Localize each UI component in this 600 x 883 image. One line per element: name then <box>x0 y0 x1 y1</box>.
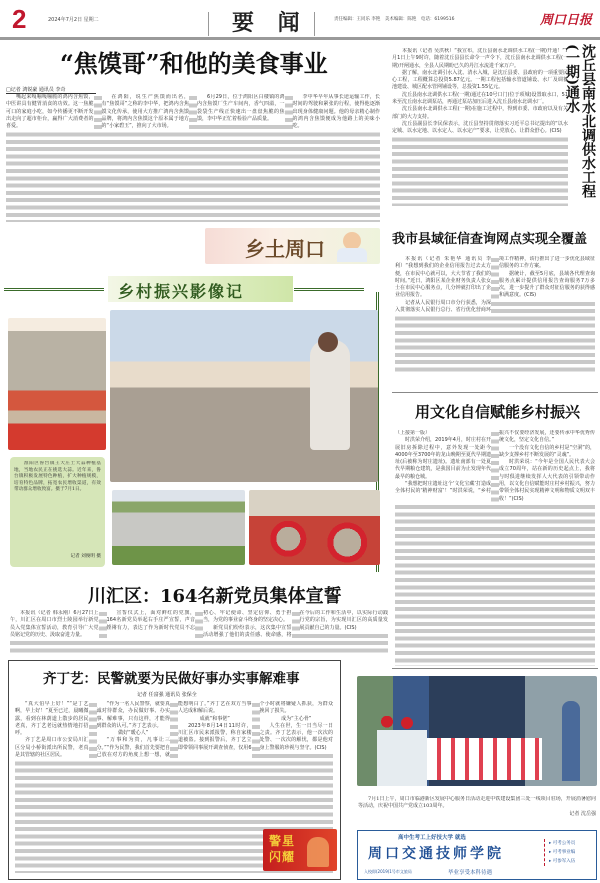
culture-article-title: 用文化自信赋能乡村振兴 <box>415 403 581 421</box>
main-article-byline: □记者 鸿锐豪 通讯员 李奇 <box>6 86 96 94</box>
xiangtu-zhoukou-banner: 乡土周口 <box>205 228 380 264</box>
section-title: 要 闻 <box>232 10 308 36</box>
ad-bullets: ▸ 可考公务员 ▸ 可考事业编 ▸ 可参军入伍 <box>544 839 594 866</box>
saluting-officer-icon <box>307 837 329 867</box>
divider <box>392 392 598 393</box>
divider <box>314 12 315 36</box>
gift-boxes <box>427 738 542 780</box>
photo-red-baskets <box>249 490 380 565</box>
main-article-body: 嘴起来嘎嘣嘎嘣脆的鸿内含焦馍，中医讲具有健胃消食的功效。这一焦脆可口的家庭小吃，如今传播更不断开发出走向了超市柜台，赢得广大消费者的喜爱。 在鸿阳，说生产焦馍而出名，有“焦馍哥”之称的李中华，把鸿内含焦馍文化传承，使用大方推广鸿内含焦馍品牌，将鸿内含焦馍这个原本属于地方的“小家碧玉”，推向了大市场。 6月29日，位于鸿阳区白楼镇的鸿内含焦馍厂生产车间内，香气四溢，一袋袋生产线正快速出一盘盘焦脆的焦馍，李中华正忙着检验产品质量。 李中华早年从事长途运输工作，长时间的驾驶和紧张的行程，使得他逐渐出现身体健康问题。他的母亲精心制作的鸿内含焦馍便成为他路上的美味小吃。 <box>6 94 380 222</box>
culture-article-body: （上接第一版） 时洪荣介绍，2019年4月，时庄村在开展旧房拆除过程中，意外发现一处距今4000年至3700年的龙山晚期至夏代早期遗址(后被称为时庄遗址)。遗址南部有一处夏代早期粮仓建筑，是我国目前为止发现年代最早的粮仓城。 “我想把时庄遗址这个‘文化宝藏’打造成全体村民的‘精神财富’！”时洪荣说，“乡村振兴不仅要经济发展，还要传承中华优秀传统文化，坚定文化自信。” 一个没有文化自信的乡村是“空洞”的，缺少支撑乡村不断发展的“灵魂”。 时洪荣说：“今年是全国人民代表大会成立70周年，站在新的历史起点上，我将与时俱进继续发挥人大代表的引领带动作用，以文化自信赋能时庄村乡村振兴，努力带领全体村民实现精神文明和物质文明双丰收！”(CIS) <box>395 430 595 666</box>
party-article-body: 本报讯（记者 韩永刚）6月27日上午，川汇区在周口市烈士陵园举行新党员入党集体宣誓活动，教育引导广大党员铭记党的历史、汲取奋进力量。 宣誓仪式上，面对鲜红的党旗，164名新党员举起右手庄严宣誓，声音铿锵有力，表达了作为新时代党员不忘初心、牢记使命、坚定信仰、勇于担当，为党的事业奋斗终身的坚定决心。 新党员们纷纷表示，这次集中宣誓活动增强了他们的责任感、使命感，将在今后的工作和生活中，以实际行动践行党的宗旨，为实现川汇区的高质量发展贡献自己的力量。(CIS) <box>10 610 388 654</box>
photo-garlic-sorting <box>8 318 106 450</box>
photo-greenhouses <box>112 490 245 565</box>
police-article-byline: 记者 任富强 通讯员 张保全 <box>137 692 197 698</box>
main-article-title: “焦馍哥”和他的美食事业 <box>60 49 328 78</box>
page-number: 2 <box>12 4 27 34</box>
newspaper-logo: 周口日报 <box>540 13 593 28</box>
police-article-body: “真大伯早上好！”“是丁艺啊，早上好！”夏至已过，晨曦微露，看到在林荫道上散步的居民老真，齐丁艺老远就热情地打招呼。 齐丁艺是周口市公安局川汇区分局小桥街派出所民警，老真是其管辖的社区居民。 “作为一名人民警察，就要真诚对待群众，办民做好事、办实事、解难事，只有这样，才能得到群众的认可。”齐丁艺表示。 做好“暖心人” “万事和为贵，凡事让三分。”“作为民警，我们首先要把自己放在对方的角度上想一想，就能想明白了。”齐丁艺在双方当事人达成和解后说。 成就“和事佬” 2023年8月14日11时许，川汇区市民来派报警，称自家楼道被盗。接到报警后，齐丁艺立即带领同事展开调查侦查，仅用6个小时就将嫌疑人抓获，为群众挽回了损失。 成为“主心骨” 人生在世，生一日当尽一日之责。齐丁艺表示，他一次次的处警、一次次的解忧，都是他对身上警服的珍视与坚守。(CIS) <box>15 701 333 873</box>
police-article-title: 齐丁艺：民警就要为民做好事办实事解难事 <box>43 671 300 687</box>
shenqiu-article-body: 本报讯（记者 吴洪秋）“我宣布，沈丘县南水北调供水工程(一期)开通！”7月1日上午9时许，随着沈丘县县长命令一声令下，沈丘县南水北调供水工程(一期)开闸通水，全县人民期盼已久的丹江水流进千家万户。 据了解，南水北调引水入沈、清水入城，是沈丘县委、县政府的一项重要民心工程，工程概算总投资5.87亿元。一期工程包括输水管道铺设、水厂及调蓄池建设、城区配水管网铺设等，总投资1.55亿元。 沈丘县南水北调供水工程(一期)通过在10号口门(位于项城)设置取水口，51米至沈丘南水北调泵站，再通过泵站加压后进入沈丘县南水北调水厂。 沈丘县南水北调供水工程(一期)在施工过程中，得到市委、市政府以及有关部门的大力支持。 沈丘县副县长李民保表示，沈丘县坚持贯彻落实习近平总书记提出的“以水定城、以水定地、以水定人、以水定产”要求，让党放心、让群众舒心。(CIS) <box>392 48 568 206</box>
police-article-box <box>8 660 341 880</box>
page-header <box>0 0 600 40</box>
farmer-figure <box>310 340 350 450</box>
photo-news-caption: 7月1日上午，周口市临港新区发展中心服务日活动走进中铁建设集团三处一线项目驻场，开展消暑慰问等活动，庆祝中国共产党成立103周年。 记者 沈岳强 <box>358 796 596 817</box>
photo-caption-box: 淮阳区鲁台镇王大庄土大蒜种植基地，当地农民正在挑选大蒜。近年来，鲁台镇积极发展特色种植，扩大种植规模，培育特色品牌，拓宽农民增收渠道，有效带动群众增收致富。摄于7月1日。 记者 刘俊明 摄 <box>10 457 105 567</box>
shenqiu-article-title: 沈丘县南水北调供水工程(一期)通水 <box>564 44 596 198</box>
school-advertisement[interactable]: 高中生考工上好技大学 就选 周口交通技师学院 入校即(2019)1号市文旅局 毕业享受本科待遇 ▸ 可考公务员 ▸ 可考事业编 ▸ 可参军入伍 <box>357 830 597 880</box>
photo-feature-banner: 乡村振兴影像记 <box>108 276 293 302</box>
divider <box>392 668 598 669</box>
editor-info: 责任编辑：王同乐 李艳 美术编辑：陈艳 电话：6199516 <box>334 17 455 22</box>
party-article-title: 川汇区：164名新党员集体宣誓 <box>88 586 342 607</box>
police-star-badge: 警星闪耀 <box>263 829 337 871</box>
credit-article-body: 本报讯（记者 朱艳华 通讯员 李利）“我想到我们的企业信用报告过去太方便，在市民中心就可以，大大节省了我们的时间。”近日，鸿阳区某企业财务负责人张女士在市民中心服务点，几分钟就打印出了企业信用报告。 记者从人民银行周口市分行获悉，为深入贯彻落实人民银行总行、省行优化营商环境工作精神，该行推出了进一步优化县域征信服务的工作方案。 据统计，截至5月底，县域各代理查询服务点累计提供信用报告查询服务7万多次，进一步提升了群众对征信服务的获得感和满意度。(CIS) <box>395 256 595 374</box>
credit-article-title: 我市县域征信查询网点实现全覆盖 <box>392 232 588 247</box>
photo-farmer-garlic <box>110 310 378 482</box>
issue-date: 2024年7月2日 星期二 <box>48 17 99 23</box>
divider <box>208 12 209 36</box>
photo-heat-relief-event <box>357 676 597 786</box>
workers-red-helmets <box>377 716 427 786</box>
school-name: 周口交通技师学院 <box>368 846 504 862</box>
